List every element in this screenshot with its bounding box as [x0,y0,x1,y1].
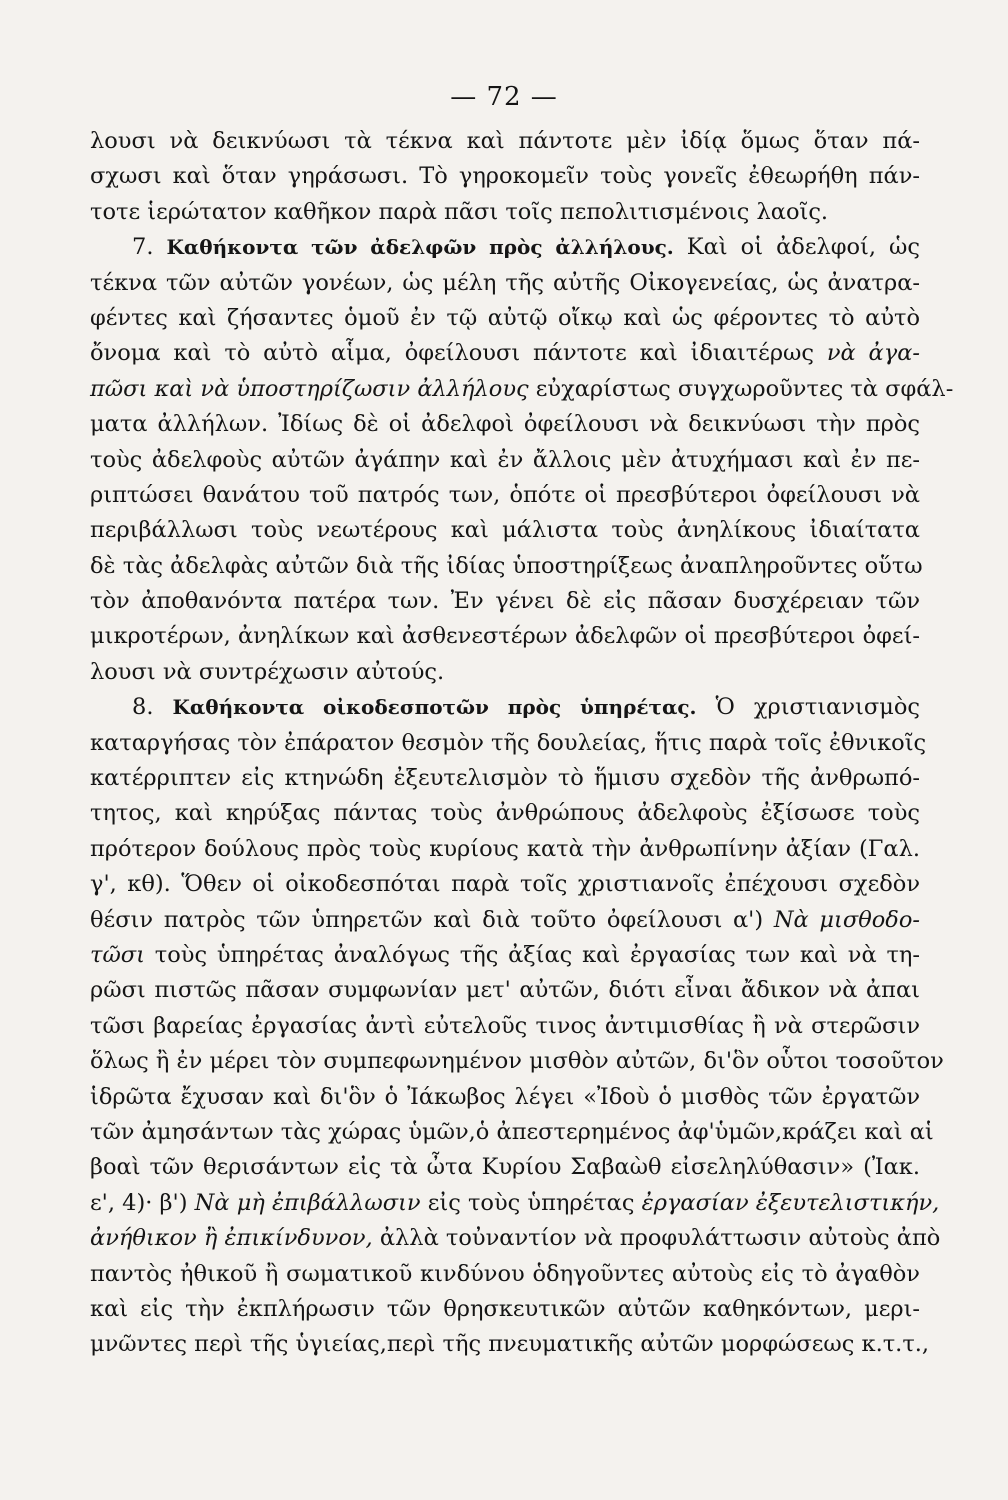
text-segment: λουσι νὰ συντρέχωσιν αὐτούς. [90,658,445,685]
text-line [90,1186,940,1221]
text-line [90,336,920,371]
text-line [90,903,920,938]
section-heading: Καθήκοντα οἰκοδεσποτῶν πρὸς ὑπηρέτας. [172,695,697,720]
text-line [90,159,920,194]
text-line [90,549,923,584]
text-segment: βοαὶ τῶν θερισάντων εἰς τὰ ὦτα Κυρίου Σαβαὼθ εἰσεληλύθασιν» (Ἰακ. [90,1154,920,1181]
text-line [90,619,920,654]
text-line [90,1080,920,1115]
text-line [90,266,920,301]
emphasis-text: Νὰ μισθοδο- [773,906,920,933]
section-heading: Καθήκοντα τῶν ἀδελφῶν πρὸς ἀλλήλους. [166,235,674,260]
text-line [90,761,920,796]
text-line [90,1115,934,1150]
text-line [90,1221,941,1256]
text-segment: εὐχαρίστως συγχωροῦντες τὰ σφάλ- [528,375,954,402]
text-line [90,443,920,478]
text-segment: ὅλως ἢ ἐν μέρει τὸν συμπεφωνημένον μισθὸν αὐτῶν, δι'ὃν οὗτοι τοσοῦτον [90,1048,944,1075]
text-segment: τοτε ἱερώτατον καθῆκον παρὰ πᾶσι τοῖς πεπολιτισμένοις λαοῖς. [90,198,829,225]
text-segment: Καὶ οἱ ἀδελφοί, ὡς [673,234,921,261]
text-line [90,1009,920,1044]
text-segment: δὲ τὰς ἀδελφὰς αὐτῶν διὰ τῆς ἰδίας ὑποστηρίξεως ἀναπληροῦντες οὕτω [90,552,923,579]
text-segment: κατέρριπτεν εἰς κτηνώδη ἐξευτελισμὸν τὸ ἥμισυ σχεδὸν τῆς ἀνθρωπό- [90,765,920,792]
text-segment: τὸν ἀποθανόντα πατέρα των. Ἐν γένει δὲ εἰς πᾶσαν δυσχέρειαν τῶν [90,588,920,615]
text-segment: εἰς τοὺς ὑπηρέτας [420,1189,642,1216]
text-line [90,584,920,619]
text-line [90,1257,920,1292]
text-segment: καταργήσας τὸν ἐπάρατον θεσμὸν τῆς δουλείας, ἥτις παρὰ τοῖς ἐθνικοῖς [90,729,927,756]
text-segment: περιβάλλωσι τοὺς νεωτέρους καὶ μάλιστα τοὺς ἀνηλίκους ἰδιαίτατα [90,517,920,544]
text-segment: ἱδρῶτα ἔχυσαν καὶ δι'ὃν ὁ Ἰάκωβος λέγει «Ἰδοὺ ὁ μισθὸς τῶν ἐργατῶν [90,1083,920,1110]
text-line [90,1327,930,1362]
emphasis-text: ἐργασίαν ἐξευτελιστικήν, [641,1189,940,1216]
text-segment: λουσι νὰ δεικνύωσι τὰ τέκνα καὶ πάντοτε μὲν ἰδίᾳ ὅμως ὅταν πά- [90,128,920,154]
text-segment: 8. [132,694,173,721]
text-line [90,478,920,513]
text-segment: πρότερον δούλους πρὸς τοὺς κυρίους κατὰ τὴν ἀνθρωπίνην ἀξίαν (Γαλ. [90,835,920,862]
text-segment: ὄνομα καὶ τὸ αὐτὸ αἷμα, ὀφείλουσι πάντοτε καὶ ἰδιαιτέρως [90,340,827,367]
text-line [90,832,920,867]
text-segment: τῶν ἀμησάντων τὰς χώρας ὑμῶν,ὁ ἀπεστερημένος ἀφ'ὑμῶν,κράζει καὶ αἱ [90,1118,934,1145]
text-line [90,1292,920,1327]
text-line [90,1044,944,1079]
text-line [90,195,920,230]
text-line [90,796,920,831]
text-line [90,513,920,548]
text-segment: παντὸς ἠθικοῦ ἢ σωματικοῦ κινδύνου ὁδηγοῦντες αὐτοὺς εἰς τὸ ἀγαθὸν [90,1260,920,1287]
text-segment: τῶσι βαρείας ἐργασίας ἀντὶ εὐτελοῦς τινος ἀντιμισθίας ἢ νὰ στερῶσιν [90,1012,920,1039]
text-segment: ἀλλὰ τοὐναντίον νὰ προφυλάττωσιν αὐτοὺς ἀπὸ [372,1225,941,1252]
text-line [90,655,920,690]
text-line [90,690,920,725]
text-line [90,301,920,336]
emphasis-text: πῶσι καὶ νὰ ὑποστηρίζωσιν ἀλλήλους [90,375,529,402]
text-segment: καὶ εἰς τὴν ἐκπλήρωσιν τῶν θρησκευτικῶν αὐτῶν καθηκόντων, μερι- [90,1295,920,1322]
text-line [90,938,920,973]
text-line [90,726,927,761]
text-segment: μνῶντες περὶ τῆς ὑγιείας,περὶ τῆς πνευματικῆς αὐτῶν μορφώσεως κ.τ.τ., [90,1331,930,1358]
text-line [90,867,920,902]
text-line [90,1150,920,1185]
text-segment: θέσιν πατρὸς τῶν ὑπηρετῶν καὶ διὰ τοῦτο ὀφείλουσι α') [90,906,774,933]
text-segment: γ', κθ). Ὅθεν οἱ οἰκοδεσπόται παρὰ τοῖς χριστιανοῖς ἐπέχουσι σχεδὸν [90,871,920,898]
text-segment: Ὁ χριστιανισμὸς [696,694,920,721]
emphasis-text: τῶσι [90,941,145,968]
text-segment: φέντες καὶ ζήσαντες ὁμοῦ ἐν τῷ αὐτῷ οἴκῳ καὶ ὡς φέροντες τὸ αὐτὸ [90,304,920,331]
text-segment: ε', 4)· β') [90,1189,195,1216]
text-line [90,372,954,407]
text-segment: τοὺς ὑπηρέτας ἀναλόγως τῆς ἀξίας καὶ ἐργασίας των καὶ νὰ τη- [144,941,920,968]
text-segment: 7. [132,234,167,261]
text-line [90,124,920,159]
text-segment: ριπτώσει θανάτου τοῦ πατρός των, ὁπότε οἱ πρεσβύτεροι ὀφείλουσι νὰ [90,481,920,508]
text-line [90,230,920,265]
emphasis-text: ἀνήθικον ἢ ἐπικίνδυνον, [90,1225,373,1252]
body-text [90,124,954,1363]
text-line [90,407,920,442]
text-segment: τέκνα τῶν αὐτῶν γονέων, ὡς μέλη τῆς αὐτῆς Οἰκογενείας, ὡς ἀνατρα- [90,269,920,296]
text-line [90,973,920,1008]
emphasis-text: Νὰ μὴ ἐπιβάλλωσιν [194,1189,421,1216]
text-segment: σχωσι καὶ ὅταν γηράσωσι. Τὸ γηροκομεῖν τοὺς γονεῖς ἐθεωρήθη πάν- [90,163,920,190]
text-segment: ρῶσι πιστῶς πᾶσαν συμφωνίαν μετ' αὐτῶν, διότι εἶναι ἄδικον νὰ ἀπαι [90,977,920,1004]
page-number: — 72 — [450,82,558,112]
text-segment: τητος, καὶ κηρύξας πάντας τοὺς ἀνθρώπους ἀδελφοὺς ἐξίσωσε τοὺς [90,800,920,827]
text-segment: μικροτέρων, ἀνηλίκων καὶ ἀσθενεστέρων ἀδελφῶν οἱ πρεσβύτεροι ὀφεί- [90,623,920,650]
text-segment: ματα ἀλλήλων. Ἰδίως δὲ οἱ ἀδελφοὶ ὀφείλουσι νὰ δεικνύωσι τὴν πρὸς [90,411,920,438]
emphasis-text: νὰ ἀγα- [826,340,920,367]
text-segment: τοὺς ἀδελφοὺς αὐτῶν ἀγάπην καὶ ἐν ἄλλοις μὲν ἀτυχήμασι καὶ ἐν πε- [90,446,920,473]
